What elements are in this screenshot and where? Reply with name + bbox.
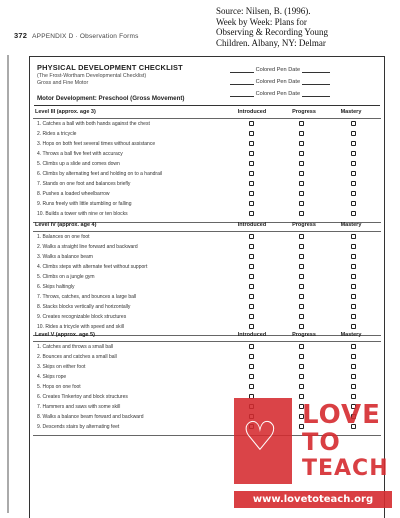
checklist-row <box>33 262 381 272</box>
source-line: Source: Nilsen, B. (1996). <box>216 6 311 16</box>
checklist-item: 1. Balances on one foot <box>37 233 90 240</box>
level-heading: Level III (approx. age 3) <box>35 109 96 115</box>
mastery-checkbox[interactable] <box>351 284 356 289</box>
pen-label: Colored Pen <box>255 91 287 97</box>
checklist-item: 7. Hammers and saws with some skill <box>37 403 121 410</box>
checklist-item: 10. Builds a tower with nine or ten blocks <box>37 210 128 217</box>
progress-checkbox[interactable] <box>299 161 304 166</box>
mastery-checkbox[interactable] <box>351 374 356 379</box>
checklist-item: 3. Hops on both feet several times without assistance <box>37 140 156 147</box>
progress-checkbox[interactable] <box>299 294 304 299</box>
checklist-row <box>33 292 381 302</box>
source-line: Children. Albany, NY: Delmar <box>216 37 326 48</box>
pen-line <box>230 66 380 73</box>
column-header-mastery: Mastery <box>340 222 362 228</box>
watermark-logo <box>234 398 292 484</box>
checklist-row <box>33 209 381 219</box>
checklist-row <box>33 302 381 312</box>
mastery-checkbox[interactable] <box>351 324 356 329</box>
checklist-item: 6. Climbs by alternating feet and holding on to a handrail <box>37 170 163 177</box>
mastery-checkbox[interactable] <box>351 234 356 239</box>
mastery-checkbox[interactable] <box>351 364 356 369</box>
watermark <box>234 398 392 512</box>
checklist-row <box>33 129 381 139</box>
mastery-checkbox[interactable] <box>351 244 356 249</box>
progress-checkbox[interactable] <box>299 171 304 176</box>
pen-blank[interactable] <box>230 90 254 97</box>
introduced-checkbox[interactable] <box>249 211 254 216</box>
progress-checkbox[interactable] <box>299 211 304 216</box>
date-label: Date <box>288 91 301 97</box>
introduced-checkbox[interactable] <box>249 294 254 299</box>
appendix-label: APPENDIX D · Observation Forms <box>32 33 139 40</box>
checklist-item: 6. Creates Tinkertoy and block structures <box>37 393 128 400</box>
checklist-section <box>33 221 381 332</box>
introduced-checkbox[interactable] <box>249 384 254 389</box>
progress-checkbox[interactable] <box>299 141 304 146</box>
progress-checkbox[interactable] <box>299 374 304 379</box>
checklist-item: 1. Catches a ball with both hands against the chest <box>37 120 150 127</box>
progress-checkbox[interactable] <box>299 151 304 156</box>
checklist-row <box>33 189 381 199</box>
watermark-url: www.lovetoteach.org <box>234 491 392 508</box>
mastery-checkbox[interactable] <box>351 141 356 146</box>
checklist-row <box>33 362 381 372</box>
binding-edge <box>7 55 9 513</box>
mastery-checkbox[interactable] <box>351 304 356 309</box>
introduced-checkbox[interactable] <box>249 141 254 146</box>
introduced-checkbox[interactable] <box>249 274 254 279</box>
checklist-item: 7. Throws, catches, and bounces a large ball <box>37 293 137 300</box>
introduced-checkbox[interactable] <box>249 324 254 329</box>
checklist-item: 10. Rides a tricycle with speed and skill <box>37 323 124 330</box>
source-citation <box>216 6 328 48</box>
progress-checkbox[interactable] <box>299 354 304 359</box>
mastery-checkbox[interactable] <box>351 151 356 156</box>
introduced-checkbox[interactable] <box>249 151 254 156</box>
checklist-item: 4. Climbs steps with alternate feet without support <box>37 263 148 270</box>
heart-icon: ♡ <box>242 414 278 460</box>
checklist-item: 5. Climbs up a slide and comes down <box>37 160 120 167</box>
introduced-checkbox[interactable] <box>249 244 254 249</box>
watermark-word: TEACH <box>302 456 389 481</box>
date-label: Date <box>288 67 301 73</box>
checklist-item: 9. Creates recognizable block structures <box>37 313 127 320</box>
mastery-checkbox[interactable] <box>351 211 356 216</box>
source-line: Observing & Recording Young <box>216 27 328 37</box>
progress-checkbox[interactable] <box>299 364 304 369</box>
page-number: 372 <box>14 31 28 40</box>
introduced-checkbox[interactable] <box>249 131 254 136</box>
checklist-row <box>33 372 381 382</box>
pen-label: Colored Pen <box>255 79 287 85</box>
checklist-item: 8. Walks a balance beam forward and backward <box>37 413 144 420</box>
level-heading: Level V (approx. age 5) <box>35 332 95 338</box>
mastery-checkbox[interactable] <box>351 131 356 136</box>
checklist-row <box>33 312 381 322</box>
introduced-checkbox[interactable] <box>249 201 254 206</box>
introduced-checkbox[interactable] <box>249 314 254 319</box>
checklist-item: 1. Catches and throws a small ball <box>37 343 114 350</box>
mastery-checkbox[interactable] <box>351 181 356 186</box>
checklist-row <box>33 242 381 252</box>
checklist-item: 8. Stacks blocks vertically and horizontally <box>37 303 131 310</box>
column-header-progress: Progress <box>292 332 316 338</box>
pen-blank[interactable] <box>230 78 254 85</box>
mastery-checkbox[interactable] <box>351 294 356 299</box>
introduced-checkbox[interactable] <box>249 284 254 289</box>
checklist-row <box>33 352 381 362</box>
progress-checkbox[interactable] <box>299 274 304 279</box>
mastery-checkbox[interactable] <box>351 254 356 259</box>
page-header <box>14 31 139 40</box>
checklist-row <box>33 199 381 209</box>
progress-checkbox[interactable] <box>299 234 304 239</box>
progress-checkbox[interactable] <box>299 121 304 126</box>
pen-blank[interactable] <box>230 66 254 73</box>
progress-checkbox[interactable] <box>299 284 304 289</box>
introduced-checkbox[interactable] <box>249 181 254 186</box>
mastery-checkbox[interactable] <box>351 191 356 196</box>
progress-checkbox[interactable] <box>299 191 304 196</box>
progress-checkbox[interactable] <box>299 254 304 259</box>
checklist-item: 3. Walks a balance beam <box>37 253 93 260</box>
introduced-checkbox[interactable] <box>249 234 254 239</box>
column-header-introduced: Introduced <box>237 109 267 115</box>
checklist-item: 5. Climbs on a jungle gym <box>37 273 95 280</box>
heading-divider <box>34 105 380 106</box>
progress-checkbox[interactable] <box>299 131 304 136</box>
checklist-item: 7. Stands on one foot and balances briefly <box>37 180 131 187</box>
introduced-checkbox[interactable] <box>249 254 254 259</box>
checklist-item: 2. Walks a straight line forward and backward <box>37 243 138 250</box>
progress-checkbox[interactable] <box>299 344 304 349</box>
mastery-checkbox[interactable] <box>351 274 356 279</box>
form-subtitle: (The Frost-Wortham Developmental Checklist) <box>37 73 147 79</box>
checklist-row <box>33 342 381 352</box>
checklist-item: 5. Hops on one foot <box>37 383 81 390</box>
pen-line <box>230 90 380 97</box>
checklist-row <box>33 382 381 392</box>
mastery-checkbox[interactable] <box>351 161 356 166</box>
form-title: PHYSICAL DEVELOPMENT CHECKLIST <box>37 63 183 72</box>
date-label: Date <box>288 79 301 85</box>
checklist-item: 8. Pushes a loaded wheelbarrow <box>37 190 110 197</box>
pen-label: Colored Pen <box>255 67 287 73</box>
introduced-checkbox[interactable] <box>249 264 254 269</box>
checklist-item: 9. Runs freely with little stumbling or falling <box>37 200 132 207</box>
checklist-item: 3. Skips on either foot <box>37 363 86 370</box>
column-header-mastery: Mastery <box>340 332 362 338</box>
checklist-row <box>33 159 381 169</box>
progress-checkbox[interactable] <box>299 201 304 206</box>
section-header <box>33 221 381 232</box>
progress-checkbox[interactable] <box>299 304 304 309</box>
checklist-row <box>33 179 381 189</box>
mastery-checkbox[interactable] <box>351 264 356 269</box>
progress-checkbox[interactable] <box>299 314 304 319</box>
section-header <box>33 331 381 342</box>
date-blank[interactable] <box>302 90 330 97</box>
mastery-checkbox[interactable] <box>351 354 356 359</box>
checklist-section <box>33 108 381 219</box>
progress-checkbox[interactable] <box>299 384 304 389</box>
pen-line <box>230 78 380 85</box>
form-subtitle: Gross and Fine Motor <box>37 80 89 86</box>
checklist-item: 2. Rides a tricycle <box>37 130 77 137</box>
column-header-introduced: Introduced <box>237 222 267 228</box>
watermark-word: LOVE <box>302 400 381 430</box>
checklist-item: 6. Skips haltingly <box>37 283 75 290</box>
checklist-item: 4. Throws a ball five feet with accuracy <box>37 150 123 157</box>
date-blank[interactable] <box>302 78 330 85</box>
introduced-checkbox[interactable] <box>249 161 254 166</box>
progress-checkbox[interactable] <box>299 264 304 269</box>
checklist-row <box>33 139 381 149</box>
watermark-word: TO <box>302 428 341 456</box>
source-line: Week by Week: Plans for <box>216 16 307 27</box>
section-header <box>33 108 381 119</box>
introduced-checkbox[interactable] <box>249 121 254 126</box>
motor-heading: Motor Development: Preschool (Gross Movement) <box>37 95 185 102</box>
checklist-row <box>33 119 381 129</box>
checklist-row <box>33 272 381 282</box>
progress-checkbox[interactable] <box>299 181 304 186</box>
introduced-checkbox[interactable] <box>249 374 254 379</box>
introduced-checkbox[interactable] <box>249 364 254 369</box>
introduced-checkbox[interactable] <box>249 344 254 349</box>
introduced-checkbox[interactable] <box>249 171 254 176</box>
column-header-mastery: Mastery <box>340 109 362 115</box>
introduced-checkbox[interactable] <box>249 354 254 359</box>
checklist-item: 2. Bounces and catches a small ball <box>37 353 117 360</box>
progress-checkbox[interactable] <box>299 324 304 329</box>
introduced-checkbox[interactable] <box>249 191 254 196</box>
mastery-checkbox[interactable] <box>351 314 356 319</box>
level-heading: Level IV (approx. age 4) <box>35 222 97 228</box>
date-blank[interactable] <box>302 66 330 73</box>
checklist-row <box>33 232 381 242</box>
progress-checkbox[interactable] <box>299 244 304 249</box>
mastery-checkbox[interactable] <box>351 171 356 176</box>
mastery-checkbox[interactable] <box>351 384 356 389</box>
checklist-item: 4. Skips rope <box>37 373 67 380</box>
mastery-checkbox[interactable] <box>351 121 356 126</box>
checklist-item: 9. Descends stairs by alternating feet <box>37 423 120 430</box>
introduced-checkbox[interactable] <box>249 304 254 309</box>
checklist-row <box>33 282 381 292</box>
checklist-row <box>33 149 381 159</box>
column-header-progress: Progress <box>292 109 316 115</box>
checklist-row <box>33 252 381 262</box>
column-header-progress: Progress <box>292 222 316 228</box>
mastery-checkbox[interactable] <box>351 201 356 206</box>
checklist-row <box>33 169 381 179</box>
mastery-checkbox[interactable] <box>351 344 356 349</box>
column-header-introduced: Introduced <box>237 332 267 338</box>
